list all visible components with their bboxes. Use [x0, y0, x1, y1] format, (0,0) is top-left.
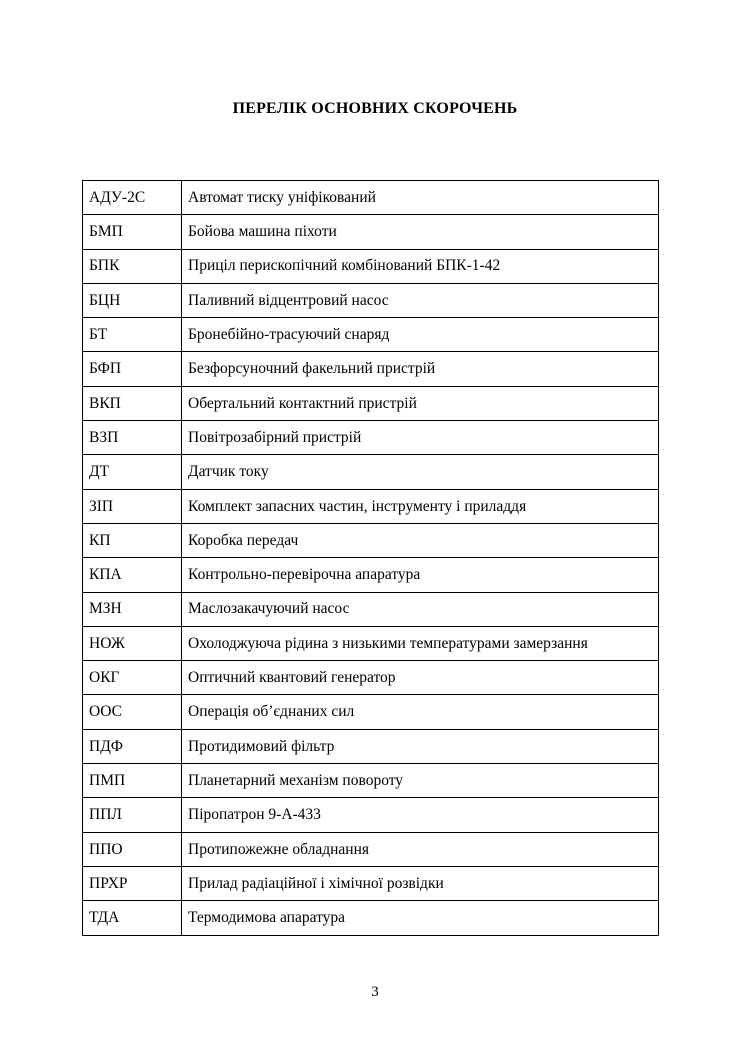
abbreviation-cell: ПДФ	[83, 729, 182, 763]
abbreviation-cell: МЗН	[83, 592, 182, 626]
table-row	[83, 798, 659, 832]
page-number: 3	[371, 984, 379, 1000]
abbreviation-cell: ВКП	[83, 386, 182, 420]
table-row	[83, 901, 659, 935]
meaning-cell: Приціл перископічний комбінований БПК-1-42	[182, 249, 659, 283]
table-row	[83, 832, 659, 866]
table-row	[83, 729, 659, 763]
meaning-cell: Маслозакачуючий насос	[182, 592, 659, 626]
meaning-cell: Бойова машина піхоти	[182, 215, 659, 249]
table-row	[83, 318, 659, 352]
table-row	[83, 695, 659, 729]
meaning-cell: Прилад радіаційної і хімічної розвідки	[182, 866, 659, 900]
table-row	[83, 523, 659, 557]
abbreviation-cell: ВЗП	[83, 421, 182, 455]
meaning-cell: Піропатрон 9-А-433	[182, 798, 659, 832]
table-row	[83, 626, 659, 660]
table-row	[83, 421, 659, 455]
abbreviation-cell: БТ	[83, 318, 182, 352]
abbreviation-cell: ТДА	[83, 901, 182, 935]
abbreviation-cell: ЗІП	[83, 489, 182, 523]
table-row	[83, 558, 659, 592]
meaning-cell: Паливний відцентровий насос	[182, 283, 659, 317]
table-row	[83, 386, 659, 420]
meaning-cell: Планетарний механізм повороту	[182, 764, 659, 798]
meaning-cell: Бронебійно-трасуючий снаряд	[182, 318, 659, 352]
meaning-cell: Датчик току	[182, 455, 659, 489]
meaning-cell: Комплект запасних частин, інструменту і приладдя	[182, 489, 659, 523]
meaning-cell: Термодимова апаратура	[182, 901, 659, 935]
table-row	[83, 489, 659, 523]
table-row	[83, 661, 659, 695]
abbreviations-table	[82, 180, 659, 936]
table-row	[83, 592, 659, 626]
table-row	[83, 283, 659, 317]
meaning-cell: Автомат тиску уніфікований	[182, 181, 659, 215]
meaning-cell: Обертальний контактний пристрій	[182, 386, 659, 420]
table-row	[83, 764, 659, 798]
table-row	[83, 455, 659, 489]
table-row	[83, 352, 659, 386]
abbreviation-cell: НОЖ	[83, 626, 182, 660]
meaning-cell: Безфорсуночний факельний пристрій	[182, 352, 659, 386]
abbreviation-cell: БФП	[83, 352, 182, 386]
meaning-cell: Контрольно-перевірочна апаратура	[182, 558, 659, 592]
abbreviation-cell: ПМП	[83, 764, 182, 798]
abbreviation-cell: ПРХР	[83, 866, 182, 900]
abbreviation-cell: ОКГ	[83, 661, 182, 695]
meaning-cell: Охолоджуюча рідина з низькими температурами замерзання	[182, 626, 659, 660]
table-row	[83, 215, 659, 249]
abbreviation-cell: КП	[83, 523, 182, 557]
abbreviation-cell: ДТ	[83, 455, 182, 489]
meaning-cell: Коробка передач	[182, 523, 659, 557]
meaning-cell: Протидимовий фільтр	[182, 729, 659, 763]
abbreviation-cell: ППЛ	[83, 798, 182, 832]
abbreviation-cell: БМП	[83, 215, 182, 249]
meaning-cell: Протипожежне обладнання	[182, 832, 659, 866]
abbreviation-cell: КПА	[83, 558, 182, 592]
table-row	[83, 249, 659, 283]
abbreviation-cell: ППО	[83, 832, 182, 866]
abbreviation-cell: БЦН	[83, 283, 182, 317]
abbreviation-cell: АДУ-2С	[83, 181, 182, 215]
abbreviations-table-body	[83, 181, 659, 936]
abbreviation-cell: ООС	[83, 695, 182, 729]
meaning-cell: Операція об’єднаних сил	[182, 695, 659, 729]
table-row	[83, 181, 659, 215]
meaning-cell: Повітрозабірний пристрій	[182, 421, 659, 455]
page-title: ПЕРЕЛІК ОСНОВНИХ СКОРОЧЕНЬ	[232, 100, 518, 117]
abbreviation-cell: БПК	[83, 249, 182, 283]
meaning-cell: Оптичний квантовий генератор	[182, 661, 659, 695]
table-row	[83, 866, 659, 900]
